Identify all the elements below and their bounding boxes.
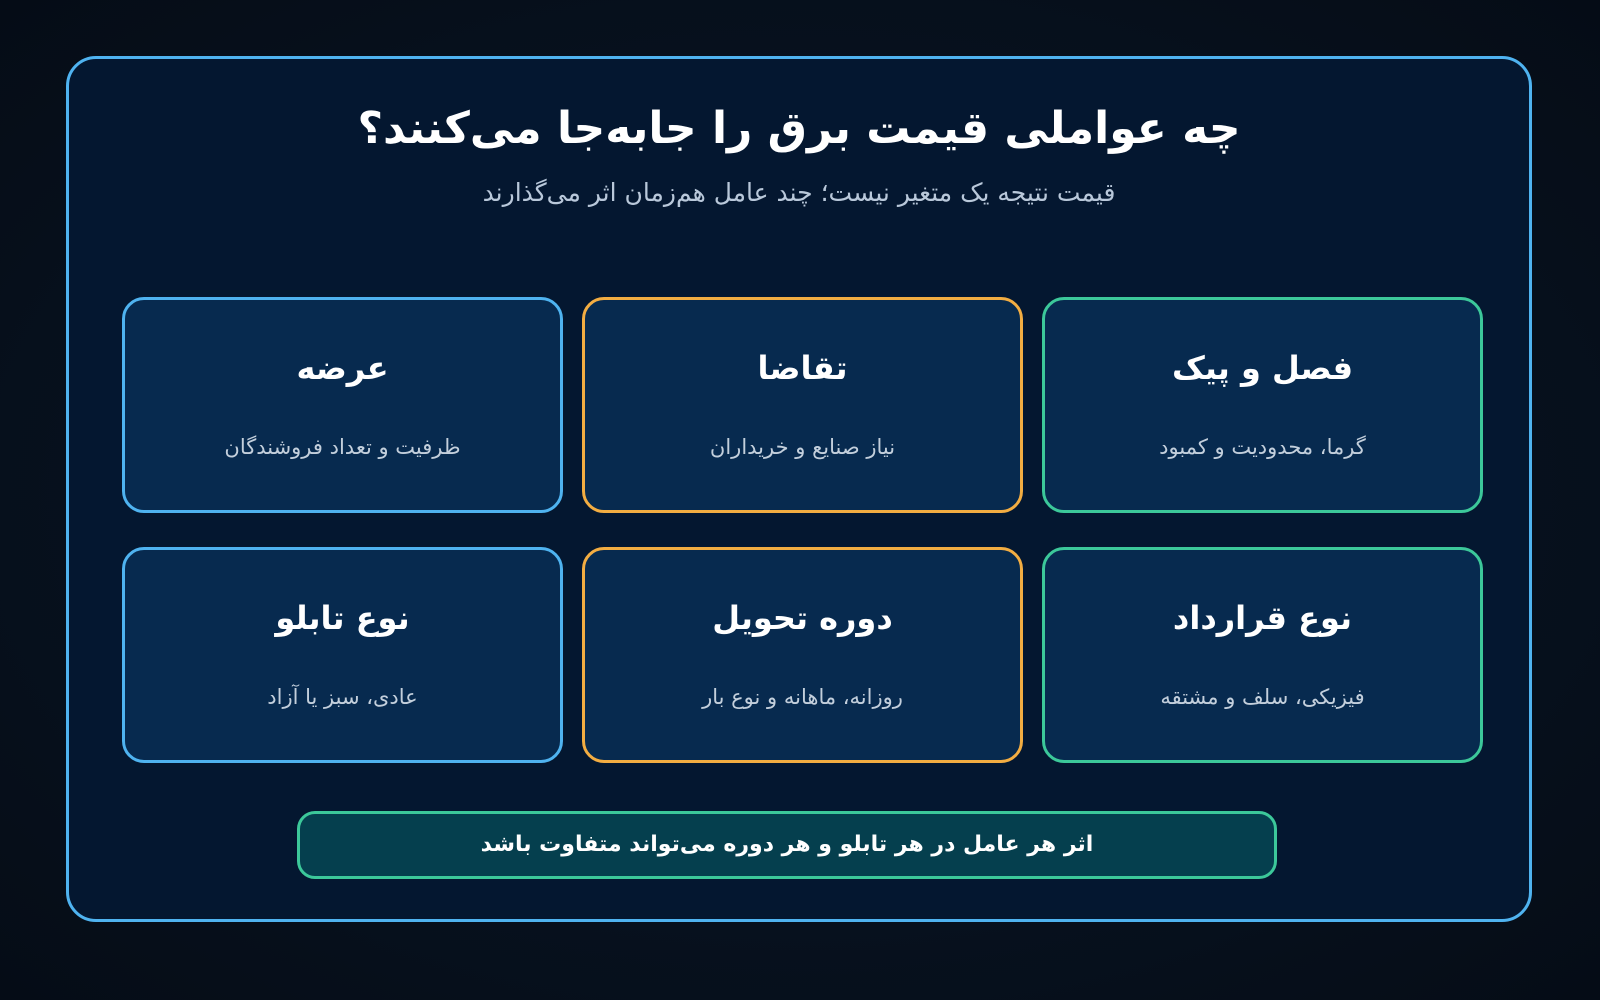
- factor-title: فصل و پیک: [1171, 349, 1354, 387]
- factor-description: عادی، سبز یا آزاد: [267, 685, 418, 709]
- factor-card-board-type: [122, 547, 563, 763]
- factor-description: نیاز صنایع و خریداران: [709, 435, 896, 459]
- factor-description: ظرفیت و تعداد فروشندگان: [224, 435, 461, 459]
- diagram-title: چه عواملی قیمت برق را جابه‌جا می‌کنند؟: [357, 103, 1241, 154]
- factor-card-season-peak: [1042, 297, 1483, 513]
- footer-note: اثر هر عامل در هر تابلو و هر دوره می‌تواند متفاوت باشد: [297, 811, 1277, 879]
- factor-grid: [121, 297, 1483, 763]
- factor-card-supply: [122, 297, 563, 513]
- factor-description: فیزیکی، سلف و مشتقه: [1160, 685, 1365, 709]
- factor-description: گرما، محدودیت و کمبود: [1159, 435, 1366, 459]
- factor-card-contract-type: [1042, 547, 1483, 763]
- diagram-subtitle: قیمت نتیجه یک متغیر نیست؛ چند عامل هم‌زمان اثر می‌گذارند: [482, 178, 1116, 207]
- factor-title: تقاضا: [757, 349, 848, 387]
- factor-card-demand: [582, 297, 1023, 513]
- factor-description: روزانه، ماهانه و نوع بار: [702, 685, 903, 709]
- diagram-frame: [66, 56, 1532, 922]
- factor-title: عرضه: [296, 349, 389, 387]
- factor-title: دوره تحویل: [712, 599, 893, 637]
- factor-title: نوع تابلو: [275, 599, 410, 637]
- factor-card-delivery-period: [582, 547, 1023, 763]
- factor-title: نوع قرارداد: [1172, 599, 1353, 637]
